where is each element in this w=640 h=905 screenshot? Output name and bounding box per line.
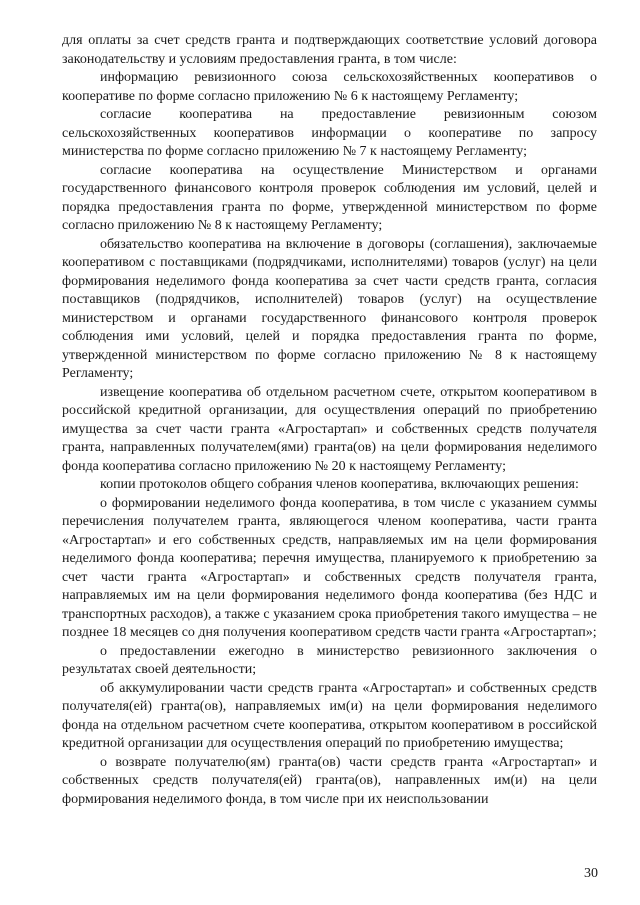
paragraph-continuation: для оплаты за счет средств гранта и подтверждающих соответствие условий договора законодательству и условиям предоставления гранта, в том числе: xyxy=(62,33,597,67)
paragraph-obligation-contracts: обязательство кооператива на включение в договоры (соглашения), заключаемые кооперативом с поставщиками (подрядчиками, исполнителями) товаров (услуг) на цели формирования неделимого фонда кооператива за счет части средств гранта, согласия поставщиков (подрядчиков, исполнителей) товаров (услуг) на осуществление министерством и органами государственного финансового контроля проверок соблюдения ими условий, целей и порядка предоставления гранта по форме, утвержденной министерством по форме согласно приложению № 8 к настоящему Регламенту; xyxy=(62,236,597,381)
paragraph-refund: о возврате получателю(ям) гранта(ов) части средств гранта «Агростартап» и собственных средств получателя(ей) гранта(ов), направленных им(и) на цели формирования неделимого фонда, в том числе при их неиспользовании xyxy=(62,754,597,807)
body-text xyxy=(62,32,597,809)
paragraph-consent-info-disclosure: согласие кооператива на предоставление ревизионным союзом сельскохозяйственных кооперативов информации о кооперативе по запросу министерства по форме согласно приложению № 7 к настоящему Регламенту; xyxy=(62,107,597,159)
paragraph-accumulation: об аккумулировании части средств гранта «Агростартап» и собственных средств получателя(ей) гранта(ов), направляемых им(и) на цели формирования неделимого фонда на отдельном расчетном счете кооператива, открытом кооперативом в российской кредитной организации для осуществления операций по приобретению имущества; xyxy=(62,680,597,751)
paragraph-audit-union-info: информацию ревизионного союза сельскохозяйственных кооперативов о кооперативе по форме согласно приложению № 6 к настоящему Регламенту; xyxy=(62,70,597,104)
paragraph-annual-report: о предоставлении ежегодно в министерство ревизионного заключения о результатах своей деятельности; xyxy=(62,643,597,677)
paragraph-indivisible-fund: о формировании неделимого фонда кооператива, в том числе с указанием суммы перечисления получателем гранта, являющегося членом кооператива, части гранта «Агростартап» и его собственных средств, направляемых им на цели формирования неделимого фонда кооператива; перечня имущества, планируемого к приобретению за счет части гранта «Агростартап» и собственных средств получателя гранта, направляемых им на цели формирования неделимого фонда кооператива (без НДС и транспортных расходов), а также с указанием срока приобретения такого имущества – не позднее 18 месяцев со дня получения кооперативом средств части гранта «Агростартап»; xyxy=(62,495,597,640)
paragraph-meeting-minutes: копии протоколов общего собрания членов кооператива, включающих решения: xyxy=(100,477,579,492)
paragraph-consent-inspections: согласие кооператива на осуществление Министерством и органами государственного финансового контроля проверок соблюдения им условий, целей и порядка предоставления гранта по форме, утвержденной министерством по форме согласно приложению № 8 к настоящему Регламенту; xyxy=(62,162,597,233)
page-number: 30 xyxy=(584,866,598,881)
paragraph-account-notice: извещение кооператива об отдельном расчетном счете, открытом кооперативом в российской кредитной организации, для осуществления операций по приобретению имущества за счет части гранта «Агростартап» и собственных средств получателя гранта, направленных получателем(ями) гранта(ов) на цели формирования неделимого фонда кооператива согласно приложению № 20 к настоящему Регламенту; xyxy=(62,384,597,474)
